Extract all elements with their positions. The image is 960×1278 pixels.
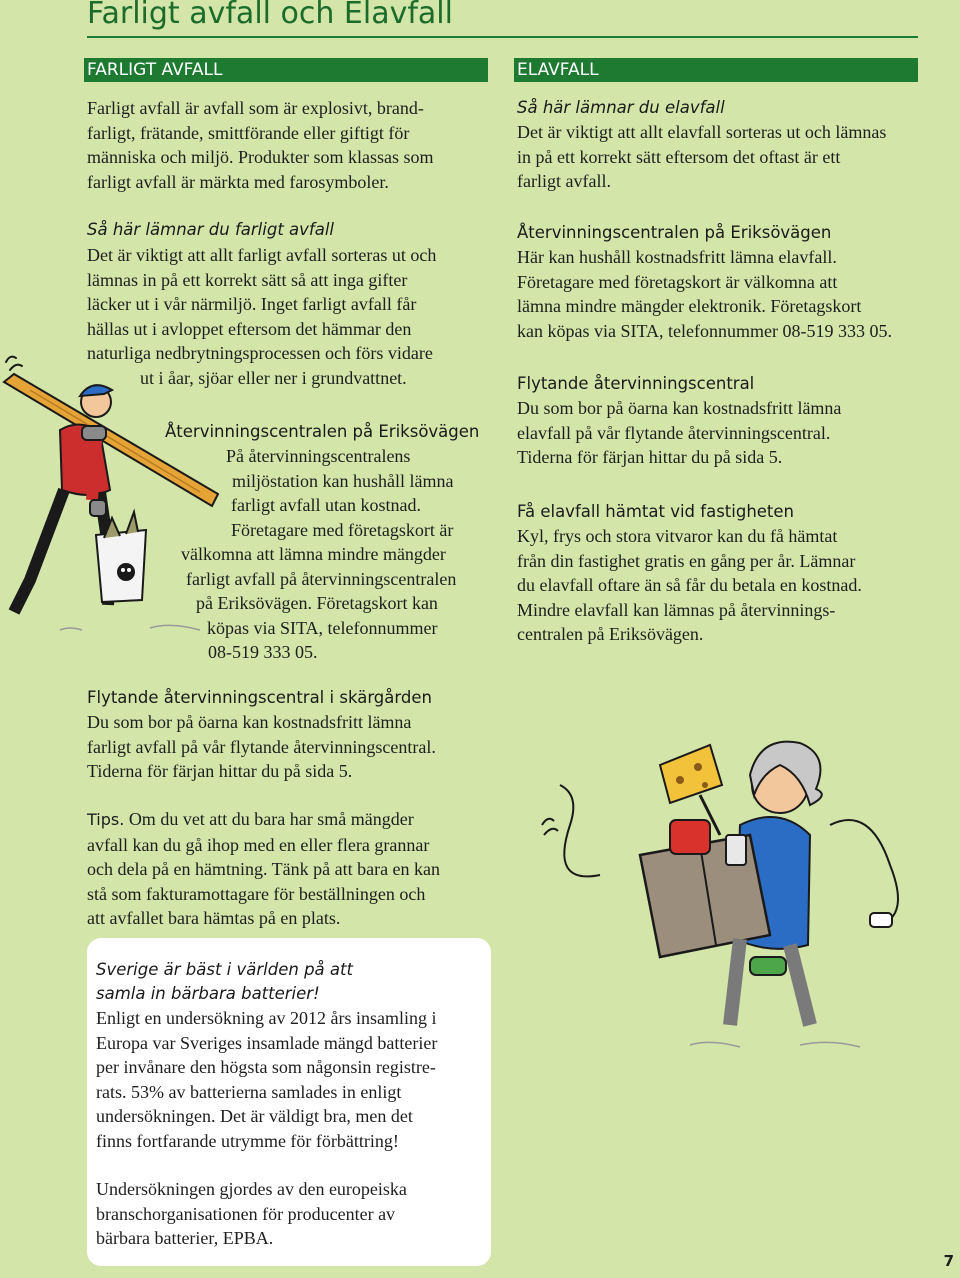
tips-text: Om du vet att du bara har små mängder bbox=[124, 809, 414, 829]
el-eriksovagen-paragraph bbox=[517, 245, 892, 343]
text-line: Tiderna för färjan hittar du på sida 5. bbox=[517, 447, 783, 467]
title-divider bbox=[87, 36, 918, 38]
man-carrying-plank-illustration bbox=[0, 340, 230, 650]
text-line: farligt avfall. bbox=[517, 171, 611, 191]
farligt-intro-paragraph bbox=[87, 96, 433, 194]
el-floating-heading: Flytande återvinningscentral bbox=[517, 374, 755, 393]
text-line: rats. 53% av batterierna samlades in enligt bbox=[96, 1081, 402, 1102]
text-line: farligt avfall på återvinningscentralen bbox=[186, 568, 457, 589]
text-line: läcker ut i vår närmiljö. Inget farligt avfall får bbox=[87, 294, 417, 314]
text-line: centralen på Eriksövägen. bbox=[517, 624, 704, 644]
text-line: lämnas in på ett korrekt sätt så att inga gifter bbox=[87, 269, 408, 290]
text-line: Tiderna för färjan hittar du på sida 5. bbox=[87, 761, 353, 781]
text-line: ut i åar, sjöar eller ner i grundvattnet. bbox=[140, 367, 407, 388]
el-floating-paragraph bbox=[517, 396, 841, 470]
farligt-floating-paragraph bbox=[87, 710, 436, 784]
text-line: köpas via SITA, telefonnummer bbox=[207, 617, 438, 638]
text-line: Företagare med företagskort är bbox=[231, 519, 454, 540]
text-line: På återvinningscentralens bbox=[226, 446, 411, 466]
text-line: Det är viktigt att allt farligt avfall sorteras ut och bbox=[87, 245, 437, 265]
text-line: Kyl, frys och stora vitvaror kan du få hämtat bbox=[517, 526, 838, 546]
text-line: elavfall på vår flytande återvinningscentral. bbox=[517, 422, 831, 443]
text-line: Enligt en undersökning av 2012 års insamling i bbox=[96, 1008, 437, 1028]
battery-box-paragraph bbox=[96, 1006, 437, 1153]
text-line: Sverige är bäst i världen på att bbox=[96, 960, 353, 979]
text-line: hällas ut i avloppet eftersom det hämmar den bbox=[87, 318, 412, 339]
text-line: Företagare med företagskort är välkomna att bbox=[517, 271, 838, 292]
text-line: Farligt avfall är avfall som är explosivt, brand- bbox=[87, 98, 424, 118]
text-line: stå som fakturamottagare för beställningen och bbox=[87, 883, 426, 904]
el-eriksovagen-heading: Återvinningscentralen på Eriksövägen bbox=[517, 223, 832, 242]
el-hand-in-paragraph bbox=[517, 120, 886, 194]
text-line: Du som bor på öarna kan kostnadsfritt lämna bbox=[87, 712, 412, 732]
text-line: människa och miljö. Produkter som klassas som bbox=[87, 147, 434, 167]
text-line: Det är viktigt att allt elavfall sorteras ut och lämnas bbox=[517, 122, 887, 142]
section-band-farligt-avfall: FARLIGT AVFALL bbox=[84, 58, 488, 82]
page-title: Farligt avfall och Elavfall bbox=[87, 0, 453, 31]
text-line: samla in bärbara batterier! bbox=[96, 984, 320, 1003]
battery-box-source-paragraph bbox=[96, 1177, 407, 1251]
woman-carrying-electronics-illustration bbox=[540, 725, 960, 1065]
text-line: från din fastighet gratis en gång per år. Lämnar bbox=[517, 550, 856, 571]
text-line: du elavfall oftare än så får du betala en kostnad. bbox=[517, 575, 862, 595]
text-line: 08-519 333 05. bbox=[208, 642, 318, 662]
text-line: Mindre elavfall kan lämnas på återvinnings- bbox=[517, 599, 836, 620]
tips-label: Tips. bbox=[87, 810, 125, 829]
text-line: finns fortfarande utrymme för förbättring! bbox=[96, 1130, 399, 1151]
text-line: farligt avfall är märkta med farosymboler. bbox=[87, 171, 389, 192]
text-line: lämna mindre mängder elektronik. Företagskort bbox=[517, 296, 862, 316]
text-line: Du som bor på öarna kan kostnadsfritt lämna bbox=[517, 398, 842, 418]
battery-info-box bbox=[87, 938, 491, 1266]
text-line: välkomna att lämna mindre mängder bbox=[181, 544, 446, 564]
text-line: miljöstation kan hushåll lämna bbox=[232, 470, 454, 491]
el-pickup-heading: Få elavfall hämtat vid fastigheten bbox=[517, 502, 795, 521]
battery-box-heading bbox=[96, 958, 353, 1006]
farligt-hand-in-heading: Så här lämnar du farligt avfall bbox=[87, 220, 334, 239]
farligt-eriksovagen-heading: Återvinningscentralen på Eriksövägen bbox=[165, 422, 480, 441]
text-line: per invånare den högsta som någonsin registre- bbox=[96, 1057, 436, 1077]
tips-paragraph bbox=[87, 807, 440, 931]
farligt-floating-heading: Flytande återvinningscentral i skärgården bbox=[87, 688, 432, 707]
text-line: och dela på en hämtning. Tänk på att bara en kan bbox=[87, 859, 441, 879]
text-line: på Eriksövägen. Företagskort kan bbox=[196, 593, 438, 613]
text-line bbox=[87, 807, 440, 833]
text-line: farligt avfall utan kostnad. bbox=[231, 495, 421, 515]
text-line: att avfallet bara hämtas på en plats. bbox=[87, 908, 341, 928]
text-line: Undersökningen gjordes av den europeiska bbox=[96, 1179, 407, 1199]
text-line: Europa var Sveriges insamlade mängd batterier bbox=[96, 1032, 438, 1053]
el-hand-in-heading: Så här lämnar du elavfall bbox=[517, 98, 725, 117]
section-band-elavfall: ELAVFALL bbox=[514, 58, 918, 82]
text-line: undersökningen. Det är väldigt bra, men det bbox=[96, 1106, 413, 1126]
text-line: avfall kan du gå ihop med en eller flera grannar bbox=[87, 834, 430, 855]
text-line: branschorganisationen för producenter av bbox=[96, 1203, 396, 1224]
el-pickup-paragraph bbox=[517, 524, 862, 647]
text-line: farligt avfall på vår flytande återvinningscentral. bbox=[87, 736, 436, 757]
text-line: in på ett korrekt sätt eftersom det oftast är ett bbox=[517, 146, 841, 167]
text-line: naturliga nedbrytningsprocessen och förs vidare bbox=[87, 343, 433, 363]
text-line: kan köpas via SITA, telefonnummer 08-519 333 05. bbox=[517, 320, 892, 341]
page-number: 7 bbox=[943, 1252, 954, 1270]
text-line: farligt, frätande, smittförande eller giftigt för bbox=[87, 122, 410, 143]
text-line: bärbara batterier, EPBA. bbox=[96, 1228, 274, 1248]
text-line: Här kan hushåll kostnadsfritt lämna elavfall. bbox=[517, 247, 837, 267]
